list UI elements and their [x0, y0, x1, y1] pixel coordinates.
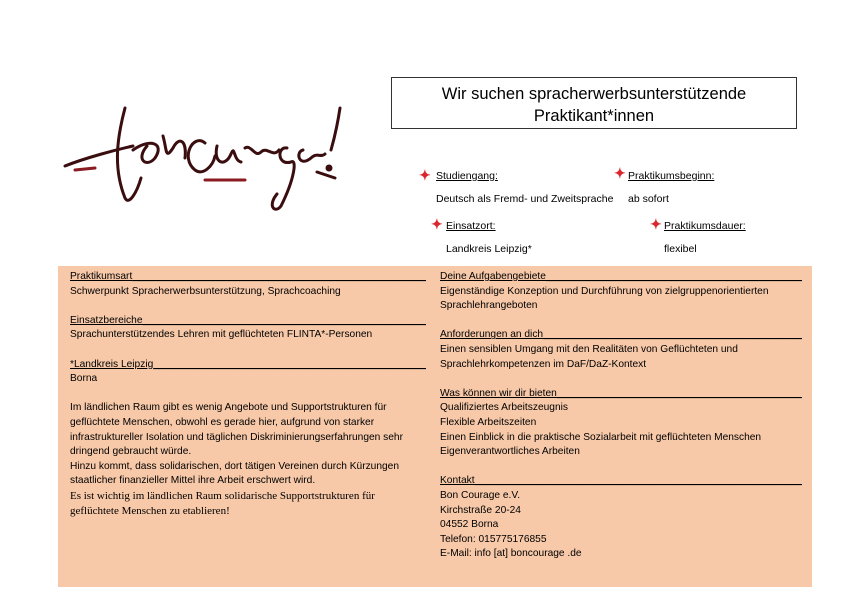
section-kontakt: [440, 474, 802, 562]
section-anforderungen: [440, 328, 802, 372]
ort-label: Einsatzort:: [446, 220, 496, 232]
section-text: Eigenständige Konzeption und Durchführung von zielgruppenorientierten Sprachlehrangeboten: [440, 285, 769, 312]
star-icon: ✦: [614, 165, 626, 181]
bon-courage-logo: [55, 88, 355, 228]
list-item: Qualifiziertes Arbeitszeugnis: [440, 402, 568, 414]
section-praktikumsart: [70, 270, 426, 299]
section-bieten: [440, 387, 802, 460]
content-panel: [58, 266, 812, 587]
title-box: [391, 77, 797, 129]
dauer-label: Praktikumsdauer:: [664, 220, 746, 232]
section-heading: Was können wir dir bieten _____: [440, 387, 802, 402]
beginn-value: ab sofort: [628, 193, 669, 205]
left-column: [70, 270, 426, 518]
beginn-label: Praktikumsbeginn:: [628, 170, 715, 182]
contact-email[interactable]: E-Mail: info [at] boncourage .de: [440, 548, 582, 560]
right-column: [440, 270, 802, 562]
star-icon: ✦: [431, 216, 443, 232]
list-item: Flexible Arbeitszeiten: [440, 416, 537, 428]
section-heading: Anforderungen an dich _____: [440, 328, 802, 343]
section-landkreis: [70, 358, 426, 387]
list-item: Einen Einblick in die praktische Sozialarbeit mit geflüchteten Menschen: [440, 431, 762, 443]
paragraph-1: Im ländlichen Raum gibt es wenig Angebote und Supportstrukturen für geflüchtete Menschen, obwohl es gerade hier, aufgrund von starker infrastruktureller Isolation und täglichen Diskriminierungserfahrungen sehr dringend gebraucht würde.: [70, 402, 403, 458]
star-icon: ✦: [650, 216, 662, 232]
contact-street: Kirchstraße 20-24: [440, 504, 521, 516]
place-text: Borna: [70, 373, 98, 385]
section-text: Schwerpunkt Spracherwerbsunterstützung, Sprachcoaching: [70, 285, 341, 297]
section-einsatzbereiche: [70, 314, 426, 343]
title-line-2: Praktikant*innen: [533, 107, 655, 125]
title-line-1: Wir suchen spracherwerbsunterstützende: [441, 85, 747, 103]
list-item: Eigenverantwortliches Arbeiten: [440, 446, 580, 458]
section-heading: *Landkreis Leipzig _____: [70, 358, 426, 373]
section-text: Einen sensiblen Umgang mit den Realitäten von Geflüchteten und Sprachlehrkompetenzen im DaF/DaZ-Kontext: [440, 343, 738, 370]
studiengang-label: Studiengang:: [436, 170, 498, 182]
paragraph-2: Hinzu kommt, dass solidarischen, dort tätigen Vereinen durch Kürzungen staatlicher finanzieller Mittel ihre Arbeit erschwert wird.: [70, 460, 400, 487]
contact-org: Bon Courage e.V.: [440, 489, 521, 501]
contact-city: 04552 Borna: [440, 519, 499, 531]
section-heading: Praktikumsart _____: [70, 270, 426, 285]
dauer-value: flexibel: [664, 243, 697, 255]
ort-value: Landkreis Leipzig*: [446, 243, 532, 255]
section-text: Sprachunterstützendes Lehren mit geflüchteten FLINTA*-Personen: [70, 329, 373, 341]
paragraph-3: Es ist wichtig im ländlichen Raum solidarische Supportstrukturen für geflüchtete Menschen zu etablieren!: [70, 489, 375, 517]
star-icon: ✦: [419, 167, 431, 183]
contact-phone: Telefon: 015775176855: [440, 533, 547, 545]
section-heading: Kontakt _____: [440, 474, 802, 489]
section-heading: Einsatzbereiche _____: [70, 314, 426, 329]
section-heading: Deine Aufgabengebiete _____: [440, 270, 802, 285]
section-aufgaben: [440, 270, 802, 314]
studiengang-value: Deutsch als Fremd- und Zweitsprache: [436, 193, 614, 205]
